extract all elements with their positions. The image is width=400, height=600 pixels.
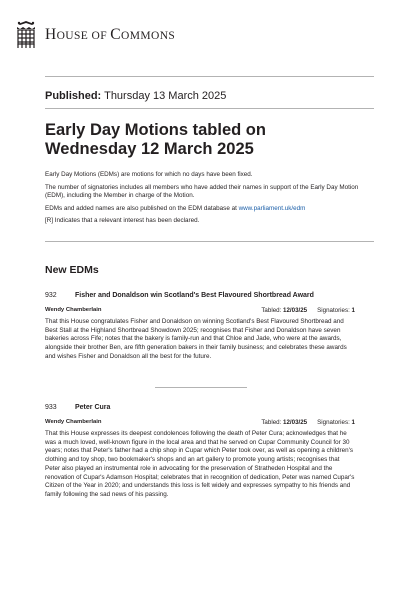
signatories-count: 1 bbox=[351, 419, 355, 426]
tabled-label: Tabled: bbox=[261, 419, 282, 426]
tabled-date: 12/03/25 bbox=[283, 307, 308, 314]
intro-paragraph-3 bbox=[45, 205, 365, 214]
portcullis-logo-icon bbox=[15, 20, 37, 50]
edm-item bbox=[45, 290, 355, 362]
signatories-label: Signatories: bbox=[317, 307, 350, 314]
wordmark-h: H bbox=[45, 26, 57, 43]
edm-author: Wendy Chamberlain bbox=[45, 307, 102, 313]
intro-paragraph-3-text: EDMs and added names are also published on the EDM database at bbox=[45, 204, 239, 212]
edm-text: That this House expresses its deepest condolences following the death of Peter Cura; acknowledges that he was a much loved, well-known figure in the local area and that he served on Cupar Community Council for 30 years; notes that Peter's father had a chip shop in Cupar which Peter took over, as well as opening a children's clothing and toy shop, two bookmaker's shops and an art gallery to promote young artists; recognises that Peter also played an instrumental role in advocating for the preservation of Stratheden Hospital and the renovation of Cupar's Adamson Hospital; celebrates that in recognition of dedication, Peter was named Cupar's Citizen of the Year in 2020; and understands this loss is felt widely and expresses sympathy to his friends and family following the sad news of his passing. bbox=[45, 430, 355, 498]
edm-meta bbox=[45, 419, 355, 426]
page-title-line-1: Early Day Motions tabled on bbox=[45, 121, 266, 139]
published-date: Thursday 13 March 2025 bbox=[104, 90, 227, 102]
divider bbox=[45, 241, 374, 242]
wordmark-ouse-of: OUSE OF bbox=[56, 30, 111, 42]
signatories-count: 1 bbox=[351, 307, 355, 314]
house-of-commons-header bbox=[15, 18, 175, 52]
wordmark-c: C bbox=[110, 26, 122, 43]
edm-title: Peter Cura bbox=[75, 403, 111, 411]
edm-tabled-info bbox=[261, 307, 355, 314]
edm-database-link[interactable]: www.parliament.uk/edm bbox=[238, 204, 306, 212]
intro-paragraph-4: [R] Indicates that a relevant interest has been declared. bbox=[45, 217, 200, 225]
edm-author: Wendy Chamberlain bbox=[45, 419, 102, 425]
signatories-label: Signatories: bbox=[317, 419, 350, 426]
edm-number: 933 bbox=[45, 403, 57, 411]
intro-paragraph-1: Early Day Motions (EDMs) are motions for which no days have been fixed. bbox=[45, 171, 253, 178]
edm-item bbox=[45, 402, 355, 500]
divider bbox=[45, 76, 374, 77]
edm-text: That this House congratulates Fisher and Donaldson on winning Scotland's Best Flavoured Shortbread and Best Stall at the Highland Shortbread Showdown 2025; recognises that Fisher and Donaldson have seven bakeries across Fife; notes that the bakery is family-run and that Chloe and Jade, who were at the awards, alongside their brother Ben, are fifth generation bakers in their family business; and celebrates these awards and wishes Fisher and Donaldson all the best for the future. bbox=[45, 318, 347, 360]
edm-meta bbox=[45, 307, 355, 314]
divider bbox=[45, 108, 374, 109]
section-title-new-edms: New EDMs bbox=[45, 264, 99, 276]
wordmark-ommons: OMMONS bbox=[121, 30, 176, 42]
published-label: Published: bbox=[45, 90, 102, 102]
intro-notes bbox=[45, 171, 365, 230]
edm-heading bbox=[45, 290, 355, 300]
intro-paragraph-2: The number of signatories includes all members who have added their names in support of the Early Day Motion (EDM), including the Member in charge of the Motion. bbox=[45, 183, 359, 200]
edm-title: Fisher and Donaldson win Scotland's Best Flavoured Shortbread Award bbox=[75, 291, 314, 299]
edm-separator bbox=[155, 387, 247, 388]
edm-heading bbox=[45, 402, 355, 412]
tabled-label: Tabled: bbox=[261, 307, 282, 314]
house-of-commons-wordmark bbox=[45, 26, 175, 44]
tabled-date: 12/03/25 bbox=[283, 419, 308, 426]
edm-number: 932 bbox=[45, 291, 57, 299]
page-title bbox=[45, 121, 365, 159]
published-line bbox=[45, 90, 226, 102]
page-title-line-2: Wednesday 12 March 2025 bbox=[45, 140, 254, 158]
edm-tabled-info bbox=[261, 419, 355, 426]
